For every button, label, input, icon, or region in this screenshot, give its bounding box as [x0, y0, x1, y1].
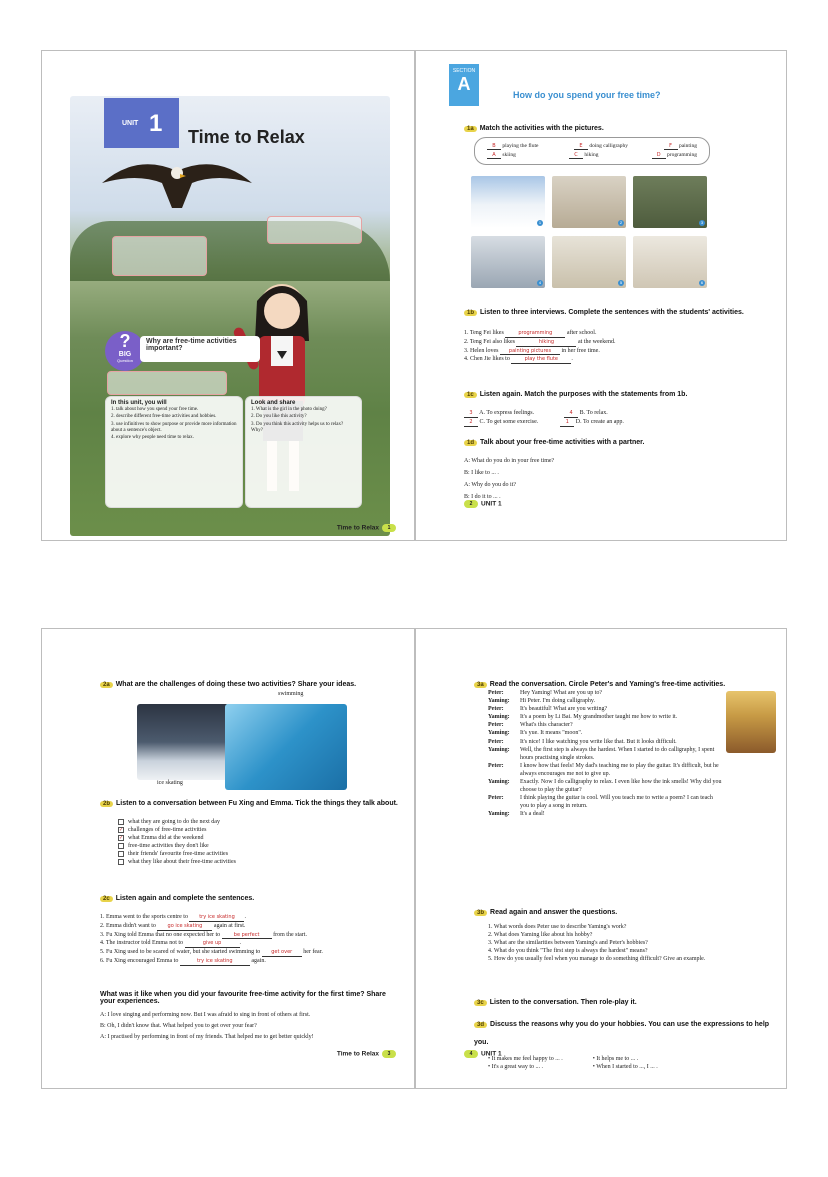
section-question: How do you spend your free time? — [513, 90, 661, 100]
tick-item[interactable] — [118, 818, 410, 826]
section-letter: A — [457, 74, 471, 94]
footer-title: Time to Relax — [336, 1050, 379, 1058]
programming-photo: 4 — [471, 236, 545, 288]
exercise-badge: 3a — [474, 682, 487, 688]
sentence-text: 4. The instructor told Emma not to — [100, 940, 184, 947]
footer-title: UNIT 1 — [481, 1050, 502, 1058]
sentence-1b — [464, 355, 774, 364]
question-item: 2. What does Yaming like about his hobby? — [488, 932, 593, 939]
match-text: A. To express feelings. — [479, 410, 535, 416]
activity-item — [652, 152, 697, 159]
answer-blank: D — [652, 152, 666, 159]
sentence-text: 6. Fu Xing encouraged Emma to — [100, 957, 179, 964]
calligraphy-photo: 5 — [552, 236, 626, 288]
sentence-text: her fear. — [303, 949, 323, 955]
speaker: Yaming: — [488, 730, 510, 737]
photo-label: swimming — [278, 691, 304, 697]
answer-blank: A — [487, 152, 501, 159]
match-row — [464, 418, 774, 427]
handwritten-note-mid — [107, 371, 227, 395]
expression-text: It makes me feel happy to ... . — [491, 1056, 563, 1062]
answer-blank: hiking — [516, 339, 576, 347]
look-and-share-title: Look and share — [251, 400, 296, 406]
answer-blank: painting pictures — [500, 348, 560, 356]
expression-text: When I started to ..., I ... . — [596, 1064, 658, 1071]
exercise-2a — [100, 673, 410, 691]
exercise-instruction: Read again and answer the questions. — [490, 909, 618, 916]
expression-text: It helps me to ... . — [596, 1056, 639, 1062]
classroom-photo: 2 — [552, 176, 626, 228]
activity-text: doing calligraphy — [589, 143, 629, 149]
in-this-unit-item: 4. explore why people need time to relax. — [111, 435, 194, 440]
sentence-text: 1. Emma went to the sports centre to — [100, 914, 188, 920]
answer-blank: play the flute — [511, 356, 571, 364]
match-text: C. To get some exercise. — [479, 418, 539, 425]
tick-text: what they like about their free-time activities — [128, 859, 236, 866]
answer-blank: F — [664, 143, 678, 150]
exercise-badge: 1c — [464, 392, 477, 398]
sentence-text: . — [244, 914, 246, 920]
dialogue-line: B: I like to ... . — [464, 470, 499, 477]
dialogue-line — [488, 746, 723, 762]
exercise-1b — [464, 301, 774, 364]
speaker: Peter: — [488, 795, 504, 802]
question-mark-icon: ? — [119, 331, 131, 351]
in-this-unit-item: 3. use infinitives to show purpose or provide more information about a sentence's object. — [111, 421, 237, 433]
activity-list — [474, 137, 710, 165]
dialogue-line — [488, 705, 723, 713]
exercise-badge: 1b — [464, 310, 477, 316]
answer-blank: try ice skating — [180, 958, 250, 966]
tick-item[interactable] — [118, 850, 410, 858]
sentence-text: 3. Fu Xing told Emma that no one expected her to — [100, 931, 221, 938]
dialogue-text: It's a poem by Li Bai. My grandmother taught me how to write it. — [520, 714, 678, 721]
exercise-3b — [474, 901, 784, 963]
speaker: Peter: — [488, 706, 504, 713]
tick-text: what they are going to do the next day — [128, 819, 220, 825]
exercise-instruction: Listen to the conversation. Then role-play it. — [489, 999, 637, 1006]
match-item — [464, 409, 534, 418]
page-footer — [337, 1050, 396, 1058]
dialogue-text: It's nice! I like watching you write like that. But it looks difficult. — [520, 738, 677, 745]
checkbox[interactable] — [118, 851, 124, 857]
answer-blank: programming — [505, 330, 565, 338]
checkbox[interactable] — [118, 819, 124, 825]
exercise-instruction: What was it like when you did your favourite free-time activity for the first time? Share your experiences. — [100, 991, 386, 1005]
textbook-page-4 — [415, 628, 787, 1089]
activity-item — [569, 152, 598, 159]
eagle-kite-icon — [97, 143, 257, 213]
section-word: SECTION — [452, 68, 476, 74]
answer-blank: 1 — [560, 419, 574, 427]
match-text: D. To create an app. — [575, 418, 624, 425]
dialogue-text: It's yue. It means "moon". — [520, 730, 583, 737]
exercise-badge: 3b — [474, 910, 487, 916]
sentence-2c — [100, 913, 410, 922]
exercise-1c — [464, 383, 774, 427]
look-and-share-item: 1. What is the girl in the photo doing? — [251, 407, 327, 412]
dialogue-text: I know how that feels! My dad's teaching me to play the guitar. It's difficult, but he always encourages me not to give up. — [520, 762, 719, 777]
sentence-2c — [100, 922, 410, 931]
answer-blank: give up — [185, 940, 240, 948]
match-item — [464, 418, 538, 427]
unit-word: UNIT — [122, 120, 139, 127]
checkbox[interactable] — [118, 843, 124, 849]
sentence-1b — [464, 347, 774, 356]
swimming-photo — [225, 704, 347, 790]
sentence-2c — [100, 948, 410, 957]
dialogue-line — [488, 721, 723, 729]
answer-blank: 2 — [464, 419, 478, 427]
dialogue-line — [488, 689, 723, 697]
match-item — [560, 418, 624, 427]
page-footer — [464, 500, 502, 508]
speaker: Yaming: — [488, 714, 510, 721]
match-item — [564, 409, 608, 418]
in-this-unit-item: 1. talk about how you spend your free time. — [111, 407, 199, 412]
activity-text: painting — [678, 143, 697, 149]
question-label: Question — [116, 358, 133, 363]
tick-item[interactable] — [118, 858, 410, 866]
handwritten-note-top — [267, 216, 362, 244]
question-item: 5. How do you usually feel when you manage to do something difficult? Give an example. — [488, 956, 706, 963]
exercise-2d — [100, 991, 400, 1041]
sentence-1b — [464, 329, 774, 338]
speaker: Yaming: — [488, 746, 510, 753]
unit-label-box — [104, 98, 179, 148]
answer-blank: get over — [262, 949, 302, 957]
sentence-text: . — [239, 940, 242, 947]
in-this-unit-item: 2. describe different free-time activities and hobbies. — [111, 414, 217, 420]
answer-blank: C — [569, 152, 583, 159]
activity-item — [487, 143, 538, 150]
dialogue-text: What's this character? — [520, 722, 573, 729]
activity-text: programming — [667, 152, 697, 158]
sentence-2c — [100, 957, 410, 966]
textbook-page-1 — [41, 50, 415, 541]
expression-item: • It makes me feel happy to ... . — [488, 1056, 563, 1062]
ice-skating-photo — [137, 704, 229, 780]
dialogue-line: B: I do it to ... . — [464, 494, 501, 501]
in-this-unit-box — [105, 396, 243, 508]
exercise-2c — [100, 887, 410, 966]
handwritten-note-left — [112, 236, 207, 276]
exercise-instruction: Listen to three interviews. Complete the sentences with the students' activities. — [480, 309, 744, 316]
dialogue-line — [488, 729, 723, 737]
activity-item — [487, 152, 516, 159]
dialogue-line — [488, 778, 723, 794]
checkbox-checked[interactable]: ✓ — [119, 835, 124, 841]
speaker: Yaming: — [488, 698, 510, 705]
exercise-instruction: Discuss the reasons why you do your hobbies. You can use the expressions to help you. — [474, 1021, 770, 1046]
speaker: Peter: — [488, 722, 504, 729]
exercise-1a — [464, 117, 774, 135]
footer-title: UNIT 1 — [481, 500, 502, 508]
exercise-instruction: Match the activities with the pictures. — [479, 125, 604, 132]
sentence-2c — [100, 939, 410, 948]
exercise-1d — [464, 431, 774, 501]
sentence-text: again at first. — [213, 922, 246, 929]
sentence-text: 4. Chen Jie likes to — [464, 356, 510, 363]
dialogue-text: Well, the first step is always the hardest. When I started to do calligraphy, I spent hours practising single strokes. — [520, 746, 715, 761]
match-text: B. To relax. — [579, 410, 608, 416]
expression-item: • It helps me to ... . — [592, 1056, 639, 1062]
exercise-2b — [100, 792, 410, 867]
dialogue-line — [488, 762, 723, 778]
activity-item — [574, 143, 628, 150]
sentence-text: again. — [251, 957, 266, 964]
checkbox-checked[interactable]: ✓ — [119, 827, 124, 833]
tick-text: free-time activities they don't like — [128, 843, 209, 850]
look-and-share-item: 3. Do you think this activity helps us to relax? Why? — [251, 421, 344, 433]
dialogue-text: It's a deal! — [520, 811, 545, 818]
big-question-text-content: Why are free-time activities important? — [146, 338, 237, 352]
calligraphy-scene-photo — [726, 691, 776, 753]
sentence-text: 1. Teng Fei likes — [464, 330, 504, 336]
speaker: Peter: — [488, 738, 504, 745]
answer-blank: try ice skating — [189, 914, 244, 922]
footer-title: Time to Relax — [336, 524, 379, 532]
dialogue-line — [488, 738, 723, 746]
photo-row-2 — [471, 236, 707, 288]
sentence-text: after school. — [566, 330, 597, 336]
sentence-2c — [100, 931, 410, 940]
exercise-instruction: Talk about your free-time activities with a partner. — [480, 439, 645, 446]
look-and-share-item: 2. Do you like this activity? — [251, 414, 307, 420]
exercise-badge: 3d — [474, 1022, 487, 1028]
answer-blank: 4 — [564, 410, 578, 418]
exercise-instruction: Listen to a conversation between Fu Xing and Emma. Tick the things they talk about. — [116, 800, 398, 807]
activity-text: skiing — [502, 152, 516, 158]
big-question-badge — [105, 331, 145, 371]
unit-title: Time to Relax — [188, 127, 305, 147]
activity-text: hiking — [584, 152, 599, 158]
answer-blank: E — [574, 143, 588, 150]
match-row — [464, 409, 774, 418]
dialogue-text: Hey Yaming! What are you up to? — [520, 690, 603, 696]
tick-item[interactable] — [118, 834, 410, 842]
tick-text: their friends' favourite free-time activities — [128, 851, 229, 858]
photo-row-1 — [471, 176, 707, 228]
answer-blank: go ice skating — [157, 923, 212, 931]
sentence-text: . — [571, 356, 573, 363]
photo-label: ice skating — [157, 780, 183, 786]
sentence-text: 2. Emma didn't want to — [100, 922, 156, 929]
textbook-page-3 — [41, 628, 415, 1089]
sentence-text: 2. Teng Fei also likes — [464, 338, 515, 345]
exercise-badge: 3c — [474, 1000, 487, 1006]
dialogue-text: It's beautiful! What are you writing? — [520, 706, 608, 713]
flute-photo: 6 — [633, 236, 707, 288]
page-number: 4 — [464, 1050, 478, 1058]
expression-item: • It's a great way to ... . — [488, 1064, 544, 1071]
sentence-text: in her free time. — [561, 347, 600, 354]
tick-item[interactable] — [118, 826, 410, 834]
dialogue-text: Hi Peter. I'm doing calligraphy. — [520, 698, 596, 705]
dialogue-line: A: Why do you do it? — [464, 482, 517, 489]
sentence-1b — [464, 338, 774, 347]
look-and-share-box — [245, 396, 362, 508]
dialogue-text: I think playing the guitar is cool. Will you teach me to write a poem? I can teach you to play a song in return. — [520, 795, 713, 810]
dialogue-line: A: What do you do in your free time? — [464, 458, 555, 464]
page-number: 1 — [382, 524, 396, 532]
dialogue-text: Exactly. Now I do calligraphy to relax. I even like how the ink smells! Why did you choose to play the guitar? — [520, 779, 722, 794]
hiking-photo: 3 — [633, 176, 707, 228]
speaker: Yaming: — [488, 779, 510, 786]
in-this-unit-title: In this unit, you will — [111, 400, 167, 406]
textbook-page-2 — [415, 50, 787, 541]
dialogue-line — [488, 794, 723, 810]
exercise-badge: 1d — [464, 440, 477, 446]
sentence-text: at the weekend. — [577, 338, 616, 345]
big-question-text — [140, 336, 260, 362]
activity-item — [664, 143, 697, 150]
sentence-text: 3. Helen loves — [464, 347, 499, 354]
question-item: 1. What words does Peter use to describe Yaming's work? — [488, 924, 627, 930]
exercise-badge: 2a — [100, 682, 113, 688]
page-footer — [464, 1050, 502, 1058]
activity-text: playing the flute — [502, 143, 539, 149]
skiing-photo: 1 — [471, 176, 545, 228]
unit-number: 1 — [149, 110, 163, 137]
exercise-instruction: Listen again. Match the purposes with the statements from 1b. — [479, 391, 688, 398]
answer-blank: be perfect — [222, 932, 272, 940]
checkbox[interactable] — [118, 859, 124, 865]
exercise-badge: 2c — [100, 896, 113, 902]
page-number: 2 — [464, 500, 478, 508]
page-number: 3 — [382, 1050, 396, 1058]
exercise-instruction: Read the conversation. Circle Peter's and Yaming's free-time activities. — [489, 681, 726, 688]
dialogue-line: A: I practised by performing in front of my friends. That helped me to get better quickly! — [100, 1034, 314, 1041]
exercise-instruction: Listen again and complete the sentences. — [115, 895, 255, 902]
conversation-3a — [488, 689, 723, 819]
tick-text: what Emma did at the weekend — [128, 835, 204, 842]
tick-text: challenges of free-time activities — [128, 827, 207, 834]
speaker: Peter: — [488, 762, 504, 769]
exercise-badge: 2b — [100, 801, 113, 807]
dialogue-line — [488, 713, 723, 721]
exercise-3c — [474, 991, 784, 1009]
question-item: 4. What do you think "The first step is always the hardest" means? — [488, 948, 648, 955]
expression-item: • When I started to ..., I ... . — [592, 1064, 658, 1071]
exercise-badge: 1a — [464, 126, 477, 132]
question-item: 3. What are the similarities between Yaming's and Peter's hobbies? — [488, 940, 648, 947]
dialogue-line: B: Oh, I didn't know that. What helped you to get over your fear? — [100, 1023, 257, 1030]
speaker: Peter: — [488, 690, 504, 696]
exercise-instruction: What are the challenges of doing these two activities? Share your ideas. — [115, 681, 357, 688]
answer-blank: 3 — [464, 410, 478, 418]
dialogue-line — [488, 697, 723, 705]
big-label: BIG — [118, 351, 132, 358]
answer-blank: B — [487, 143, 501, 150]
exercise-3d — [474, 1013, 774, 1071]
section-tag — [449, 64, 479, 106]
tick-item[interactable] — [118, 842, 410, 850]
sentence-text: 5. Fu Xing used to be scared of water, but she started swimming to — [100, 949, 261, 955]
dialogue-line: A: I love singing and performing now. But I was afraid to sing in front of others at first. — [100, 1012, 311, 1018]
page-footer — [337, 524, 396, 532]
sentence-text: from the start. — [273, 931, 307, 938]
expression-text: It's a great way to ... . — [491, 1064, 544, 1071]
speaker: Yaming: — [488, 811, 510, 818]
dialogue-line — [488, 810, 723, 818]
